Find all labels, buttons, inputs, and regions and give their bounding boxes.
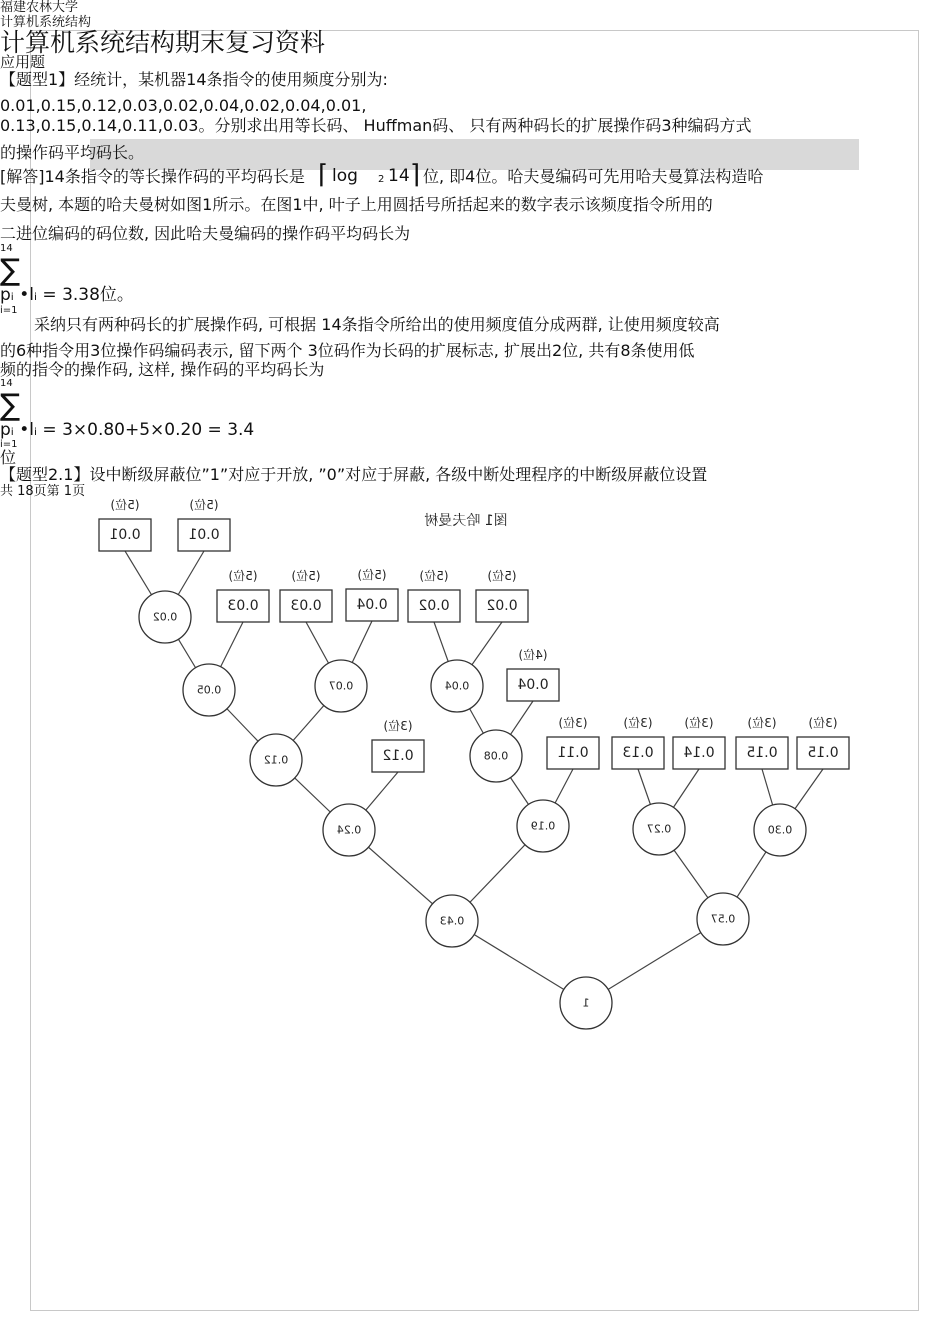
answer-line-6: 频的指令的操作码, 这样, 操作码的平均码长为 [0, 360, 325, 379]
tree-leaf-bits: (5位) [487, 569, 517, 583]
formula2-lower-limit: i=1 [0, 439, 18, 450]
tree-leaf-value: 0.11 [557, 745, 589, 761]
tree-node-label: 0.08 [483, 749, 509, 763]
highlight-band [90, 139, 859, 170]
answer-line-2: 夫曼树, 本题的哈夫曼树如图1所示。在图1中, 叶子上用圆括号所括起来的数字表示该频度指令所用的 [0, 195, 713, 214]
page-title: 计算机系统结构期末复习资料 [0, 28, 326, 57]
page-footer: 共 18页第 1页 [0, 484, 86, 499]
tree-leaf-value: 0.01 [188, 527, 220, 543]
formula2-sigma: ∑ [0, 388, 21, 423]
figure-caption: 图1 哈夫曼树 [424, 513, 508, 529]
tree-leaf-value: 0.13 [622, 745, 654, 761]
tree-node-label: 0.24 [336, 823, 362, 837]
tree-node-label: 0.05 [196, 683, 222, 697]
tree-leaf-value: 0.02 [418, 598, 450, 614]
tree-leaf-bits: (5位) [189, 498, 219, 512]
answer-line-5: 的6种指令用3位操作码编码表示, 留下两个 3位码作为长码的扩展标志, 扩展出2位, 共有8条使用低 [0, 341, 695, 360]
formula1-sigma: ∑ [0, 253, 21, 288]
formula1-upper-limit: 14 [0, 243, 13, 254]
tree-leaf-bits: (3位) [808, 716, 838, 730]
tree-leaf-bits: (4位) [518, 648, 548, 662]
tree-leaf-value: 0.12 [382, 748, 414, 764]
tree-leaf-value: 0.03 [290, 598, 322, 614]
formula2-unit: 位 [0, 448, 17, 467]
tree-leaf-value: 0.15 [807, 745, 839, 761]
tree-node-label: 0.27 [646, 822, 672, 836]
tree-leaf-bits: (3位) [383, 719, 413, 733]
q2-line-1: 【题型2.1】设中断级屏蔽位”1”对应于开放, ”0”对应于屏蔽, 各级中断处理程序的中断级屏蔽位设置 [0, 465, 708, 484]
tree-leaf-value: 0.01 [109, 527, 141, 543]
tree-leaf-bits: (3位) [747, 716, 777, 730]
tree-leaf-bits: (5位) [419, 569, 449, 583]
huffman-tree-figure [80, 485, 880, 1045]
formula1-expression: pᵢ •lᵢ = 3.38位。 [0, 285, 134, 305]
answer-line-1-post: 位, 即4位。哈夫曼编码可先用哈夫曼算法构造哈 [423, 167, 764, 186]
tree-leaf-value: 0.15 [746, 745, 778, 761]
formula2-expression: pᵢ •lᵢ = 3×0.80+5×0.20 = 3.4 [0, 420, 255, 440]
formula1-lower-limit: i=1 [0, 305, 18, 316]
tree-leaf-value: 0.03 [227, 598, 259, 614]
tree-leaf-bits: (5位) [110, 498, 140, 512]
answer-line-1-pre: [解答]14条指令的等长操作码的平均码长是 [0, 167, 305, 186]
answer-log-arg: 14 [388, 166, 410, 186]
tree-node-label: 0.02 [152, 610, 178, 624]
tree-leaf-bits: (3位) [684, 716, 714, 730]
tree-node-label: 0.57 [710, 912, 736, 926]
tree-leaf-bits: (3位) [623, 716, 653, 730]
section-heading: 应用题 [0, 53, 46, 71]
tree-leaf-value: 0.04 [356, 597, 388, 613]
ceil-right-bracket: ⌉ [410, 160, 421, 190]
tree-leaf-bits: (3位) [558, 716, 588, 730]
ceil-left-bracket: ⌈ [318, 160, 329, 190]
tree-leaf-bits: (5位) [228, 569, 258, 583]
header-university: 福建农林大学 [0, 0, 79, 15]
tree-node-label: 0.07 [328, 679, 354, 693]
tree-leaf-bits: (5位) [357, 568, 387, 582]
q1-line-2: 0.01,0.15,0.12,0.03,0.02,0.04,0.02,0.04,0.01, [0, 96, 367, 115]
tree-node-label: 0.43 [439, 914, 465, 928]
tree-node-label: 0.04 [444, 679, 470, 693]
header-course: 计算机系统结构 [0, 15, 92, 30]
q1-line-4: 的操作码平均码长。 [0, 143, 145, 162]
tree-leaf-value: 0.14 [683, 745, 715, 761]
tree-node-label: 0.12 [263, 753, 289, 767]
answer-line-3: 二进位编码的码位数, 因此哈夫曼编码的操作码平均码长为 [0, 224, 411, 243]
tree-leaf-value: 0.02 [486, 598, 518, 614]
answer-log-base: 2 [378, 174, 385, 185]
tree-node-label: 1 [582, 996, 590, 1010]
q1-line-1: 【题型1】经统计，某机器14条指令的使用频度分别为: [0, 70, 388, 89]
tree-node-label: 0.19 [530, 819, 556, 833]
answer-line-4: 采纳只有两种码长的扩展操作码, 可根据 14条指令所给出的使用频度值分成两群, 让使用频度较高 [34, 315, 720, 334]
tree-leaf-bits: (5位) [291, 569, 321, 583]
formula2-upper-limit: 14 [0, 378, 13, 389]
q1-line-3: 0.13,0.15,0.14,0.11,0.03。分别求出用等长码、 Huffman码、 只有两种码长的扩展操作码3种编码方式 [0, 116, 752, 135]
tree-leaf-value: 0.04 [517, 677, 549, 693]
answer-log: log [332, 166, 358, 186]
tree-node-label: 0.30 [767, 823, 793, 837]
